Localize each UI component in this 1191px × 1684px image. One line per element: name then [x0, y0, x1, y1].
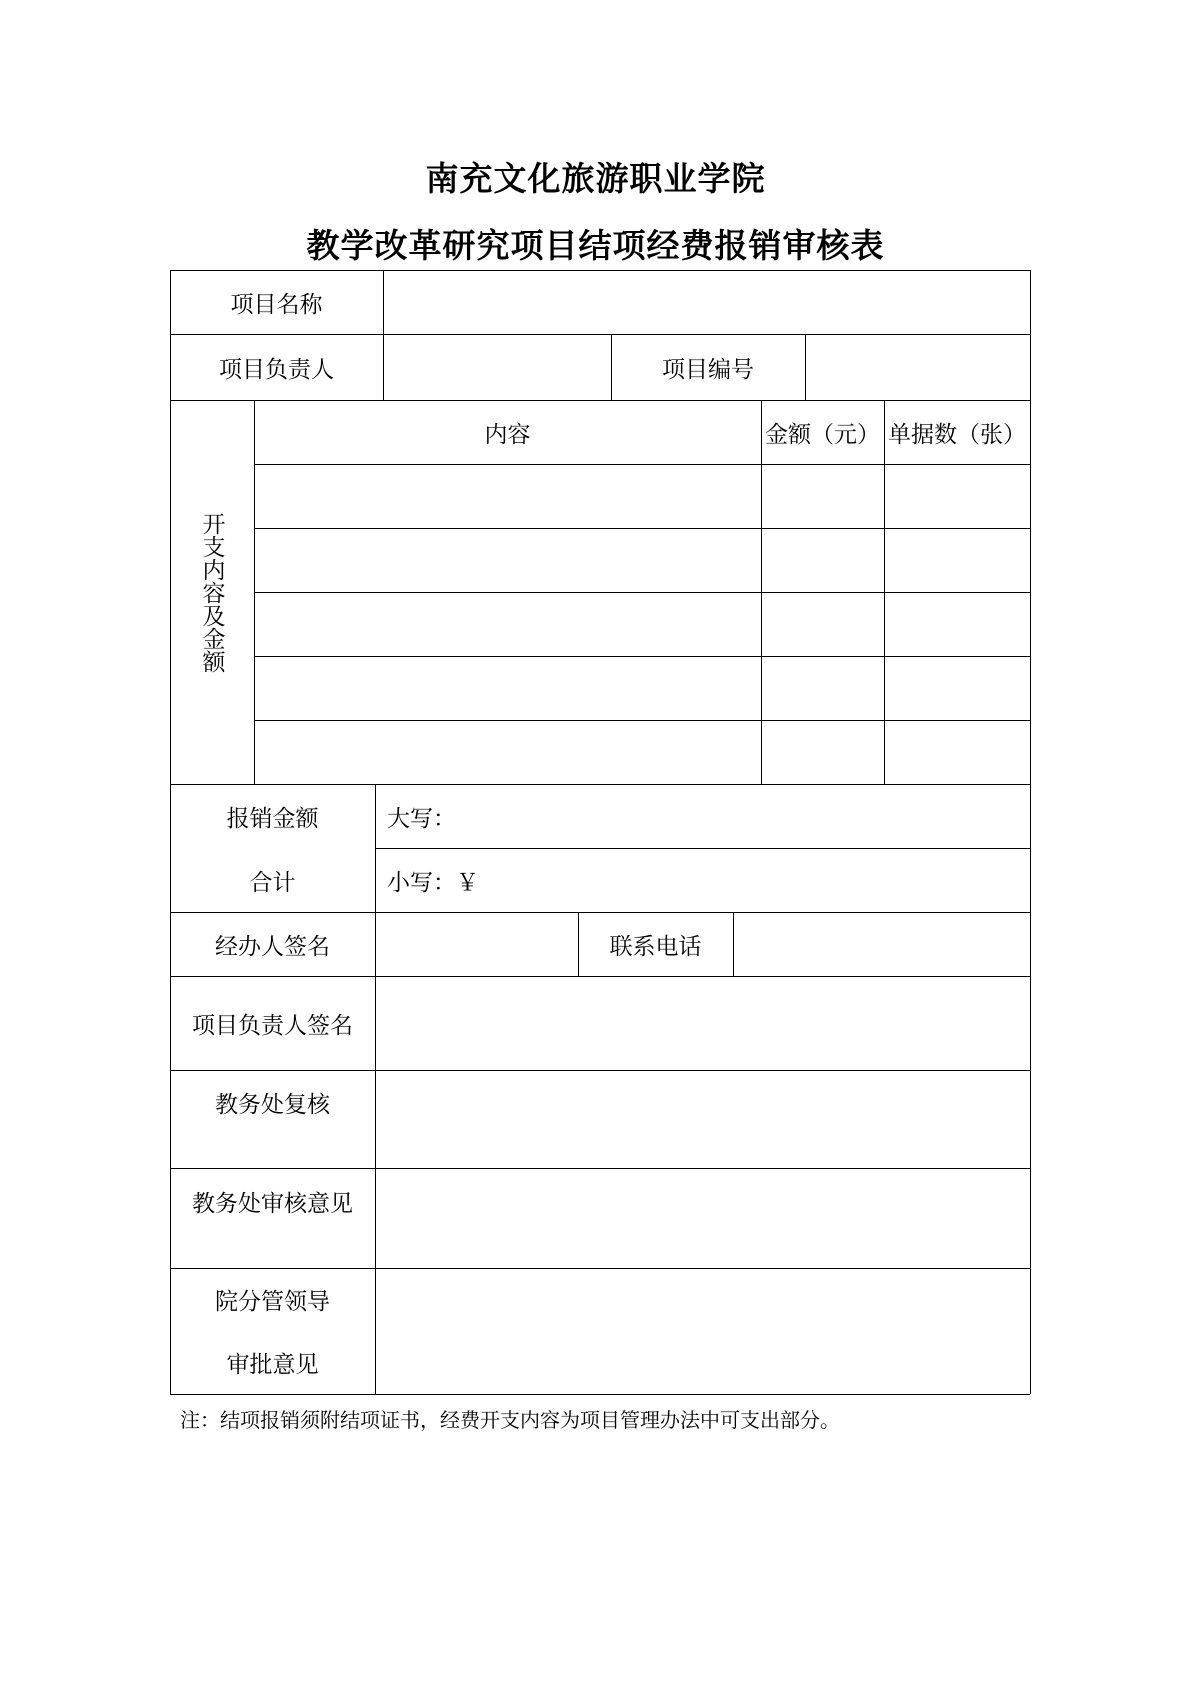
expense-row-1-receipts[interactable]: [884, 464, 1030, 528]
expense-row-3-content[interactable]: [254, 592, 761, 656]
institution-title: 南充文化旅游职业学院: [425, 159, 766, 198]
expense-row-2-content[interactable]: [254, 528, 761, 592]
leader-signature-field[interactable]: [375, 976, 1030, 1070]
form-title: 教学改革研究项目结项经费报销审核表: [306, 226, 885, 265]
expense-row-3-amount[interactable]: [761, 592, 884, 656]
expense-row-2-receipts[interactable]: [884, 528, 1030, 592]
column-header-receipts: 单据数（张）: [888, 421, 1026, 448]
academic-review-label: 教务处复核: [215, 1091, 330, 1118]
column-header-amount: 金额（元）: [765, 421, 880, 448]
expense-row-1-content[interactable]: [254, 464, 761, 528]
expense-row-4-content[interactable]: [254, 656, 761, 720]
reimbursement-form: [170, 270, 1030, 1394]
contact-phone-field[interactable]: [733, 912, 1030, 976]
expense-row-4-amount[interactable]: [761, 656, 884, 720]
academic-opinion-field[interactable]: [375, 1168, 1030, 1268]
expense-row-2-amount[interactable]: [761, 528, 884, 592]
project-leader-label: 项目负责人: [219, 356, 334, 383]
column-header-content: 内容: [484, 421, 531, 448]
academic-review-field[interactable]: [375, 1070, 1030, 1168]
expense-row-4-receipts[interactable]: [884, 656, 1030, 720]
expense-row-5-amount[interactable]: [761, 720, 884, 784]
leader-approval-label-line2: 审批意见: [226, 1352, 319, 1378]
project-leader-field[interactable]: [383, 334, 611, 400]
total-label-line1: 报销金额: [226, 805, 319, 832]
expense-row-1-amount[interactable]: [761, 464, 884, 528]
leader-approval-field[interactable]: [375, 1268, 1030, 1394]
project-number-field[interactable]: [805, 334, 1030, 400]
expense-row-5-content[interactable]: [254, 720, 761, 784]
project-name-label: 项目名称: [230, 291, 323, 318]
handler-signature-label: 经办人签名: [215, 933, 330, 960]
project-number-label: 项目编号: [662, 356, 754, 383]
footer-note: 注：结项报销须附结项证书，经费开支内容为项目管理办法中可支出部分。: [180, 1408, 840, 1432]
handler-signature-field[interactable]: [375, 912, 578, 976]
total-lower-field[interactable]: 小写：￥: [387, 869, 479, 896]
leader-signature-label: 项目负责人签名: [192, 1012, 353, 1039]
expense-section-label: 开支内容及金额: [198, 511, 225, 673]
contact-phone-label: 联系电话: [609, 933, 702, 960]
expense-row-5-receipts[interactable]: [884, 720, 1030, 784]
expense-row-3-receipts[interactable]: [884, 592, 1030, 656]
total-upper-field[interactable]: 大写：: [387, 805, 456, 832]
total-label-line2: 合计: [249, 869, 296, 896]
leader-approval-label-line1: 院分管领导: [215, 1289, 330, 1315]
project-name-field[interactable]: [383, 270, 1030, 334]
academic-opinion-label: 教务处审核意见: [192, 1190, 353, 1217]
